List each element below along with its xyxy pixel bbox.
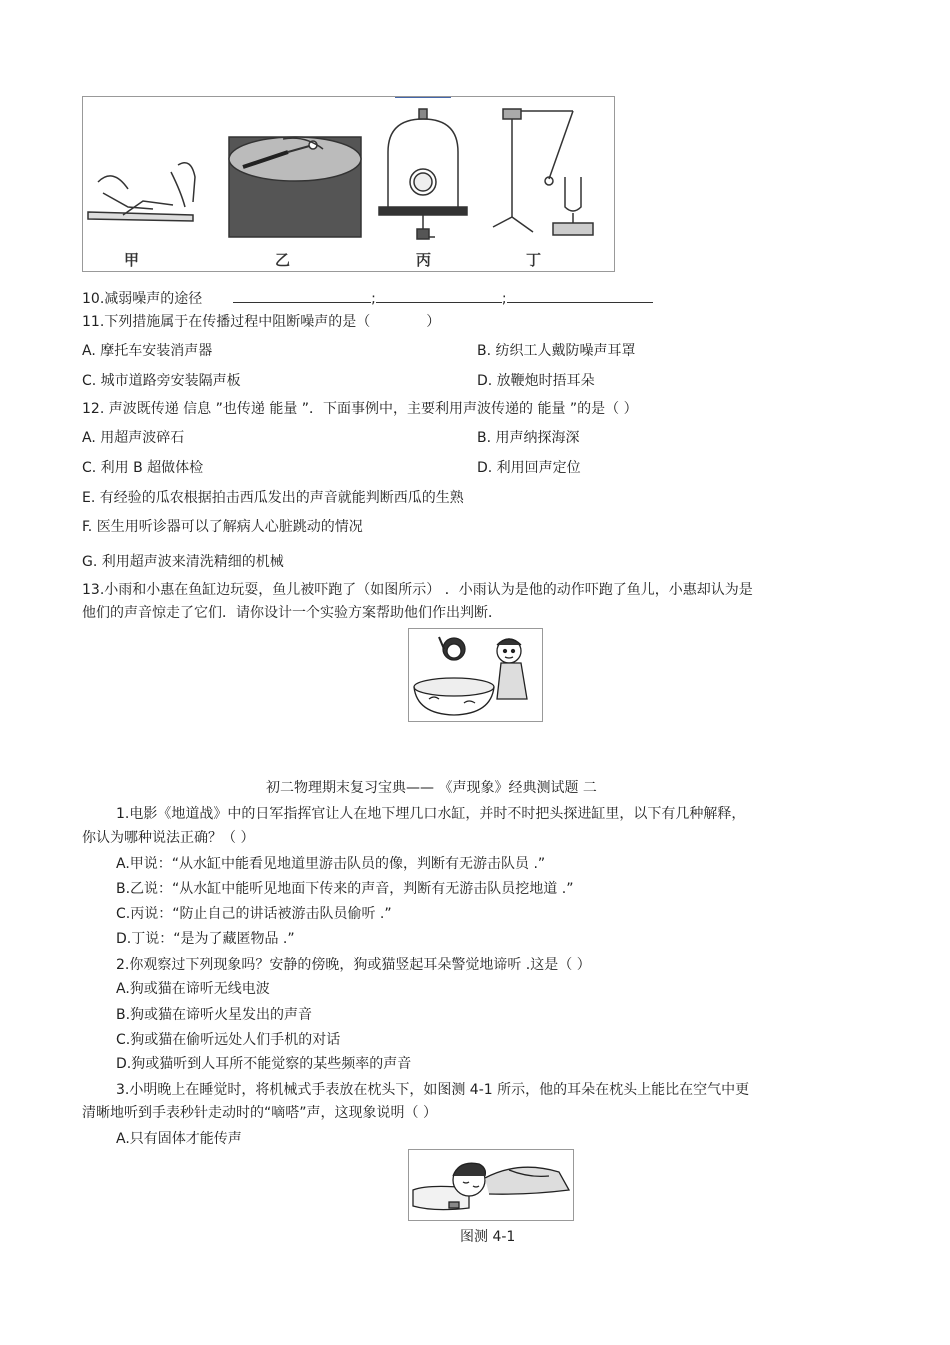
- s2-q3-line-1: 3.小明晚上在睡觉时，将机械式手表放在枕头下，如图测 4-1 所示，他的耳朵在枕头上能比在空气中更: [116, 1082, 750, 1098]
- q12-option-g[interactable]: G. 利用超声波来清洗精细的机械: [82, 554, 284, 570]
- figure-label-jia: 甲: [124, 251, 140, 269]
- s2-q2-option-b[interactable]: B.狗或猫在谛听火星发出的声音: [116, 1007, 313, 1023]
- q12-option-d[interactable]: D. 利用回声定位: [477, 460, 581, 476]
- q11-stem: 11.下列措施属于在传播过程中阻断噪声的是（ ）: [82, 314, 441, 330]
- question-10: [82, 288, 653, 308]
- q12-option-b[interactable]: B. 用声纳探海深: [477, 430, 580, 446]
- q11-option-b[interactable]: B. 纺织工人戴防噪声耳罩: [477, 343, 636, 359]
- s2-q2-option-a[interactable]: A.狗或猫在谛听无线电波: [116, 981, 270, 997]
- panel-drum-illustration: [229, 137, 361, 237]
- s2-q1-option-b[interactable]: B.乙说：“从水缸中能听见地面下传来的声音，判断有无游击队员挖地道 .”: [116, 881, 574, 897]
- s2-q1-line-2: 你认为哪种说法正确？（ ）: [82, 830, 255, 846]
- s2-q2-option-d[interactable]: D.狗或猫听到人耳所不能觉察的某些频率的声音: [116, 1056, 412, 1072]
- q11-option-d[interactable]: D. 放鞭炮时捂耳朵: [477, 373, 595, 389]
- figure-sound-experiments: [82, 96, 615, 272]
- fish-tank-illustration: [409, 629, 542, 721]
- s2-q2-option-c[interactable]: C.狗或猫在偷听远处人们手机的对话: [116, 1032, 341, 1048]
- q10-text: 10.减弱噪声的途径: [82, 291, 203, 307]
- q10-blank-3[interactable]: [507, 288, 653, 303]
- q13-line-2: 他们的声音惊走了它们．请你设计一个实验方案帮助他们作出判断．: [82, 605, 502, 621]
- sleeping-boy-illustration: [409, 1150, 573, 1220]
- q12-option-e[interactable]: E. 有经验的瓜农根据拍击西瓜发出的声音就能判断西瓜的生熟: [82, 490, 464, 506]
- s2-q2-stem: 2.你观察过下列现象吗？安静的傍晚，狗或猫竖起耳朵警觉地谛听 .这是（ ）: [116, 957, 591, 973]
- experiment-illustrations: [83, 97, 614, 271]
- panel-ruler-illustration: [88, 163, 195, 221]
- q11-option-a[interactable]: A. 摩托车安装消声器: [82, 343, 213, 359]
- s2-q3-option-a[interactable]: A.只有固体才能传声: [116, 1131, 242, 1147]
- q12-option-f[interactable]: F. 医生用听诊器可以了解病人心脏跳动的情况: [82, 519, 363, 535]
- q12-option-c[interactable]: C. 利用 B 超做体检: [82, 460, 204, 476]
- figure-label-yi: 乙: [275, 251, 291, 269]
- s2-q1-option-c[interactable]: C.丙说：“防止自己的讲话被游击队员偷听 .”: [116, 906, 392, 922]
- panel-tuning-fork-illustration: [493, 109, 593, 235]
- section-2-title: 初二物理期末复习宝典—— 《声现象》经典测试题 二: [266, 780, 597, 796]
- s2-q3-line-2: 清晰地听到手表秒针走动时的“嘀嗒”声，这现象说明（ ）: [82, 1105, 437, 1121]
- panel-bell-jar-illustration: [379, 97, 467, 239]
- s2-q1-option-d[interactable]: D.丁说：“是为了藏匿物品 .”: [116, 931, 295, 947]
- s2-q1-option-a[interactable]: A.甲说：“从水缸中能看见地道里游击队员的像，判断有无游击队员 .”: [116, 856, 546, 872]
- figure-label-ding: 丁: [526, 251, 542, 269]
- q10-sep-2: ;: [501, 291, 507, 307]
- q10-sep-1: ;: [371, 291, 376, 307]
- q12-stem: 12. 声波既传递 信息 ”也传递 能量 ”．下面事例中，主要利用声波传递的 能量 ”的是（ ）: [82, 401, 638, 417]
- q10-blank-1[interactable]: [233, 288, 371, 303]
- q11-option-c[interactable]: C. 城市道路旁安装隔声板: [82, 373, 241, 389]
- q13-line-1: 13.小雨和小惠在鱼缸边玩耍，鱼儿被吓跑了（如图所示） ．小雨认为是他的动作吓跑了鱼儿，小惠却认为是: [82, 582, 753, 598]
- s2-q1-line-1: 1.电影《地道战》中的日军指挥官让人在地下埋几口水缸，并时不时把头探进缸里，以下有几种解释，: [116, 806, 746, 822]
- figure-fish-tank: [408, 628, 543, 722]
- figure-caption-4-1: 图测 4-1: [460, 1229, 516, 1245]
- q12-option-a[interactable]: A. 用超声波碎石: [82, 430, 185, 446]
- figure-label-bing: 丙: [416, 251, 432, 269]
- figure-sleeping-boy: [408, 1149, 574, 1221]
- q10-blank-2[interactable]: [376, 288, 502, 303]
